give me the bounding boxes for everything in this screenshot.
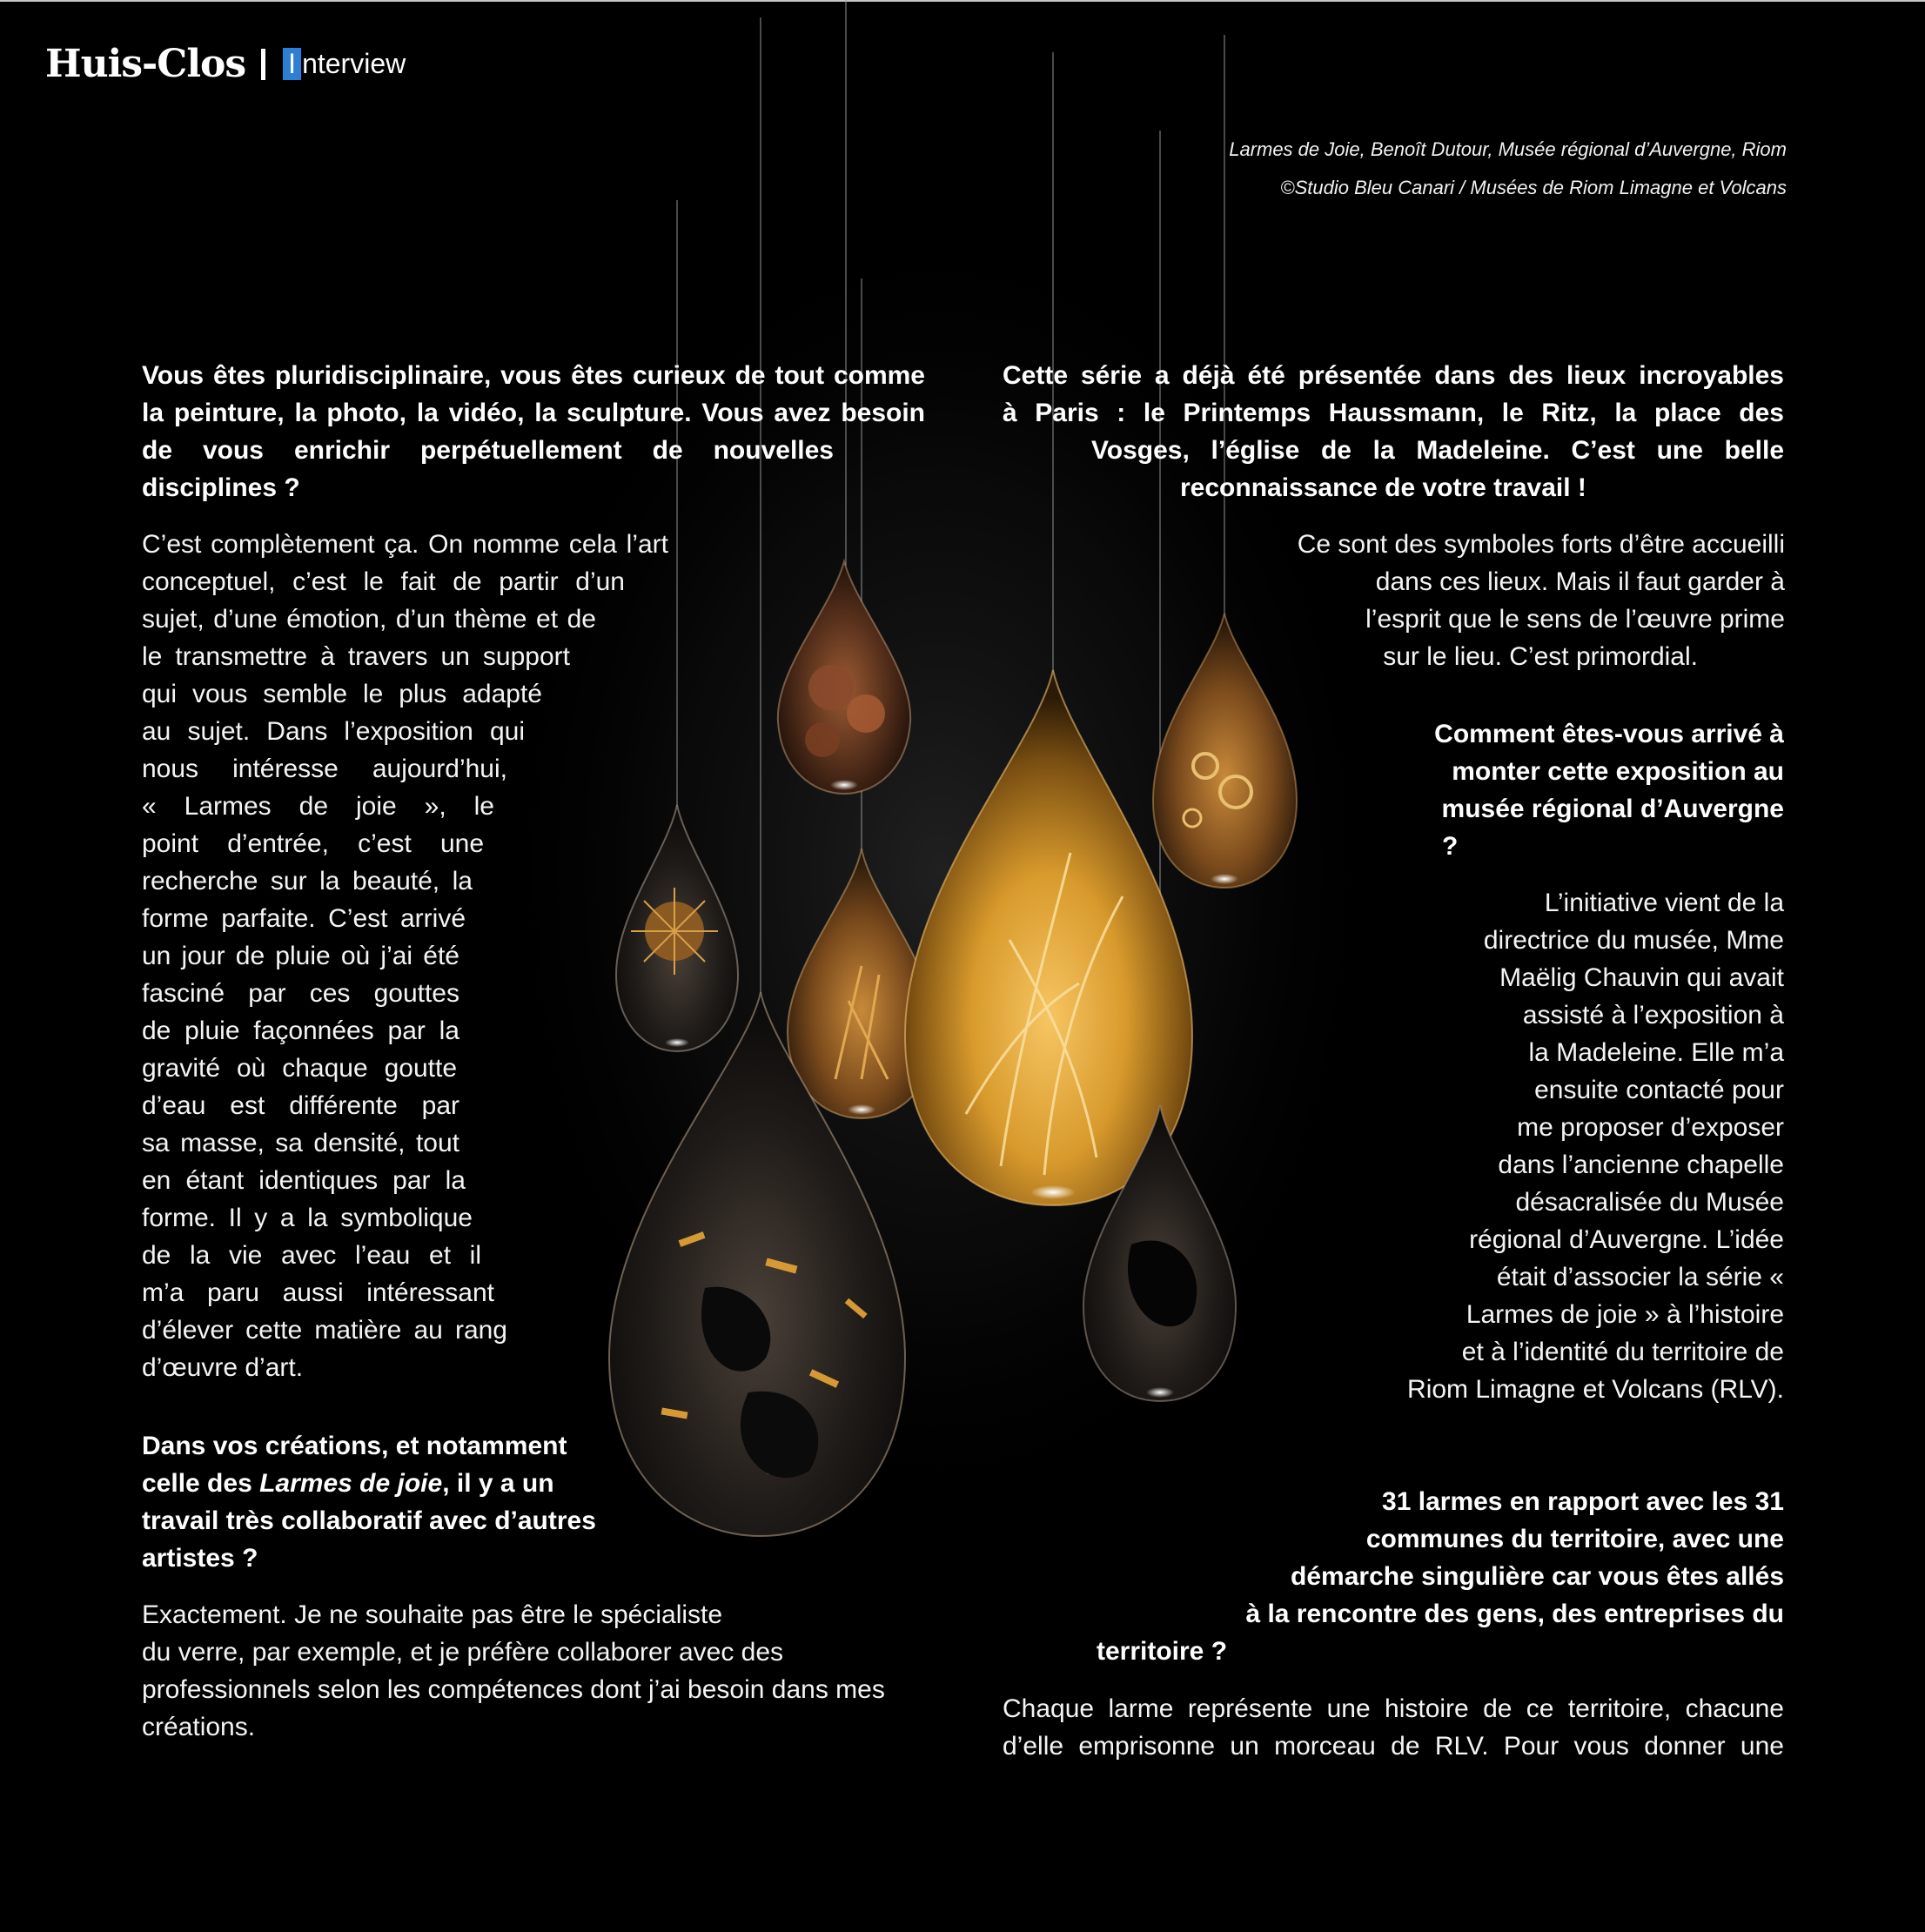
- question-collaborative-work: [142, 1427, 596, 1577]
- question-line: à la rencontre des gens, des entreprises du: [1245, 1600, 1784, 1628]
- question-line: monter cette exposition au: [1452, 757, 1784, 786]
- question-31-tears: [1097, 1483, 1784, 1670]
- question-line: Cette série a déjà été présentée dans des lieux incroyables: [1003, 361, 1784, 390]
- answer-line: qui vous semble le plus adapté: [142, 680, 542, 708]
- answer-line: ensuite contacté pour: [1534, 1076, 1784, 1104]
- answer-strong-symbols: [1258, 526, 1785, 675]
- question-line: ?: [1442, 832, 1459, 861]
- question-text: , il y a un: [442, 1469, 554, 1498]
- answer-line: régional d’Auvergne. L’idée: [1469, 1225, 1784, 1254]
- answer-line: de la vie avec l’eau et il: [142, 1241, 481, 1270]
- answer-line: Riom Limagne et Volcans (RLV).: [1407, 1375, 1784, 1404]
- answer-line: était d’associer la série «: [1496, 1263, 1784, 1291]
- question-line: Vous êtes pluridisciplinaire, vous êtes curieux de tout comme: [142, 361, 925, 390]
- answer-conceptual-art: [142, 526, 668, 1386]
- answer-line: un jour de pluie où j’ai été: [142, 942, 459, 970]
- exhibition-title-italic: Larmes de joie: [259, 1469, 443, 1498]
- answer-line: point d’entrée, c’est une: [142, 829, 484, 858]
- answer-line: « Larmes de joie », le: [142, 792, 494, 821]
- answer-line: au sujet. Dans l’exposition qui: [142, 717, 525, 746]
- question-line: territoire ?: [1097, 1637, 1228, 1666]
- answer-line: gravité où chaque goutte: [142, 1054, 457, 1083]
- answer-line: L’initiative vient de la: [1544, 889, 1784, 917]
- section-name: nterview: [302, 48, 406, 79]
- question-line: Comment êtes-vous arrivé à: [1434, 720, 1784, 748]
- answer-line: et à l’identité du territoire de: [1461, 1338, 1784, 1366]
- question-line: reconnaissance de votre travail !: [1180, 473, 1586, 502]
- answer-line: m’a paru aussi intéressant: [142, 1278, 494, 1307]
- answer-line: Maëlig Chauvin qui avait: [1499, 963, 1784, 992]
- answer-museum-initiative: [1388, 884, 1784, 1408]
- question-line: Vosges, l’église de la Madeleine. C’est une belle: [1091, 436, 1784, 465]
- answer-line: forme parfaite. C’est arrivé: [142, 904, 466, 933]
- answer-collaboration: [142, 1596, 885, 1746]
- magazine-brand: Huis-Clos: [45, 42, 246, 86]
- answer-line: de pluie façonnées par la: [142, 1016, 459, 1045]
- answer-line: Ce sont des symboles forts d’être accueilli: [1297, 530, 1785, 559]
- question-line: communes du territoire, avec une: [1365, 1525, 1784, 1553]
- answer-line: forme. Il y a la symbolique: [142, 1204, 473, 1232]
- answer-line: directrice du musée, Mme: [1483, 926, 1784, 955]
- question-line: [142, 1465, 596, 1502]
- answer-line: en étant identiques par la: [142, 1166, 466, 1195]
- answer-line: Larmes de joie » à l’histoire: [1466, 1300, 1784, 1329]
- answer-line: l’esprit que le sens de l’œuvre prime: [1365, 605, 1785, 634]
- answer-line: d’œuvre d’art.: [142, 1353, 304, 1382]
- answer-line: professionnels selon les compétences dont j’ai besoin dans mes: [142, 1675, 885, 1704]
- question-line: de vous enrichir perpétuellement de nouvelles: [142, 436, 834, 465]
- question-line: disciplines ?: [142, 473, 300, 502]
- photo-caption-credit: ©Studio Bleu Canari / Musées de Riom Limagne et Volcans: [1280, 177, 1787, 198]
- answer-line: dans ces lieux. Mais il faut garder à: [1375, 567, 1785, 596]
- question-pluridisciplinary: [142, 357, 925, 506]
- question-paris-venues: [1003, 357, 1873, 506]
- answer-line: d’eau est différente par: [142, 1091, 459, 1120]
- answer-each-tear: [1003, 1690, 1784, 1765]
- answer-line: sujet, d’une émotion, d’un thème et de: [142, 605, 596, 634]
- answer-line: d’elle emprisonne un morceau de RLV. Pour vous donner une: [1003, 1732, 1784, 1761]
- question-museum-exhibition: [1392, 715, 1784, 865]
- question-line: artistes ?: [142, 1544, 258, 1573]
- answer-line: C’est complètement ça. On nomme cela l’art: [142, 530, 668, 559]
- answer-line: conceptuel, c’est le fait de partir d’un: [142, 567, 625, 596]
- question-line: à Paris : le Printemps Haussmann, le Ritz, la place des: [1003, 399, 1784, 427]
- answer-line: dans l’ancienne chapelle: [1498, 1150, 1784, 1179]
- question-line: travail très collaboratif avec d’autres: [142, 1506, 596, 1535]
- photo-caption-title: Larmes de Joie, Benoît Dutour, Musée régional d’Auvergne, Riom: [1229, 138, 1787, 160]
- question-line: Dans vos créations, et notamment: [142, 1432, 567, 1460]
- section-initial-badge: I: [283, 48, 301, 80]
- question-line: démarche singulière car vous êtes allés: [1291, 1562, 1784, 1591]
- answer-line: fasciné par ces gouttes: [142, 979, 459, 1008]
- answer-line: assisté à l’exposition à: [1522, 1001, 1784, 1030]
- answer-line: créations.: [142, 1713, 256, 1741]
- answer-line: Chaque larme représente une histoire de ce territoire, chacune: [1003, 1694, 1784, 1723]
- answer-line: recherche sur la beauté, la: [142, 867, 473, 896]
- question-text: celle des: [142, 1469, 260, 1498]
- answer-line: me proposer d’exposer: [1517, 1113, 1784, 1142]
- question-line: 31 larmes en rapport avec les 31: [1382, 1487, 1784, 1516]
- question-line: musée régional d’Auvergne: [1441, 795, 1784, 823]
- answer-line: d’élever cette matière au rang: [142, 1316, 507, 1345]
- answer-line: du verre, par exemple, et je préfère collaborer avec des: [142, 1638, 784, 1667]
- answer-line: la Madeleine. Elle m’a: [1528, 1038, 1784, 1067]
- question-line: la peinture, la photo, la vidéo, la sculpture. Vous avez besoin: [142, 399, 925, 427]
- answer-line: sur le lieu. C’est primordial.: [1383, 642, 1698, 671]
- answer-line: sa masse, sa densité, tout: [142, 1129, 459, 1157]
- answer-line: le transmettre à travers un support: [142, 642, 570, 671]
- answer-line: Exactement. Je ne souhaite pas être le spécialiste: [142, 1600, 723, 1629]
- answer-line: nous intéresse aujourd’hui,: [142, 755, 507, 783]
- answer-line: désacralisée du Musée: [1515, 1188, 1784, 1217]
